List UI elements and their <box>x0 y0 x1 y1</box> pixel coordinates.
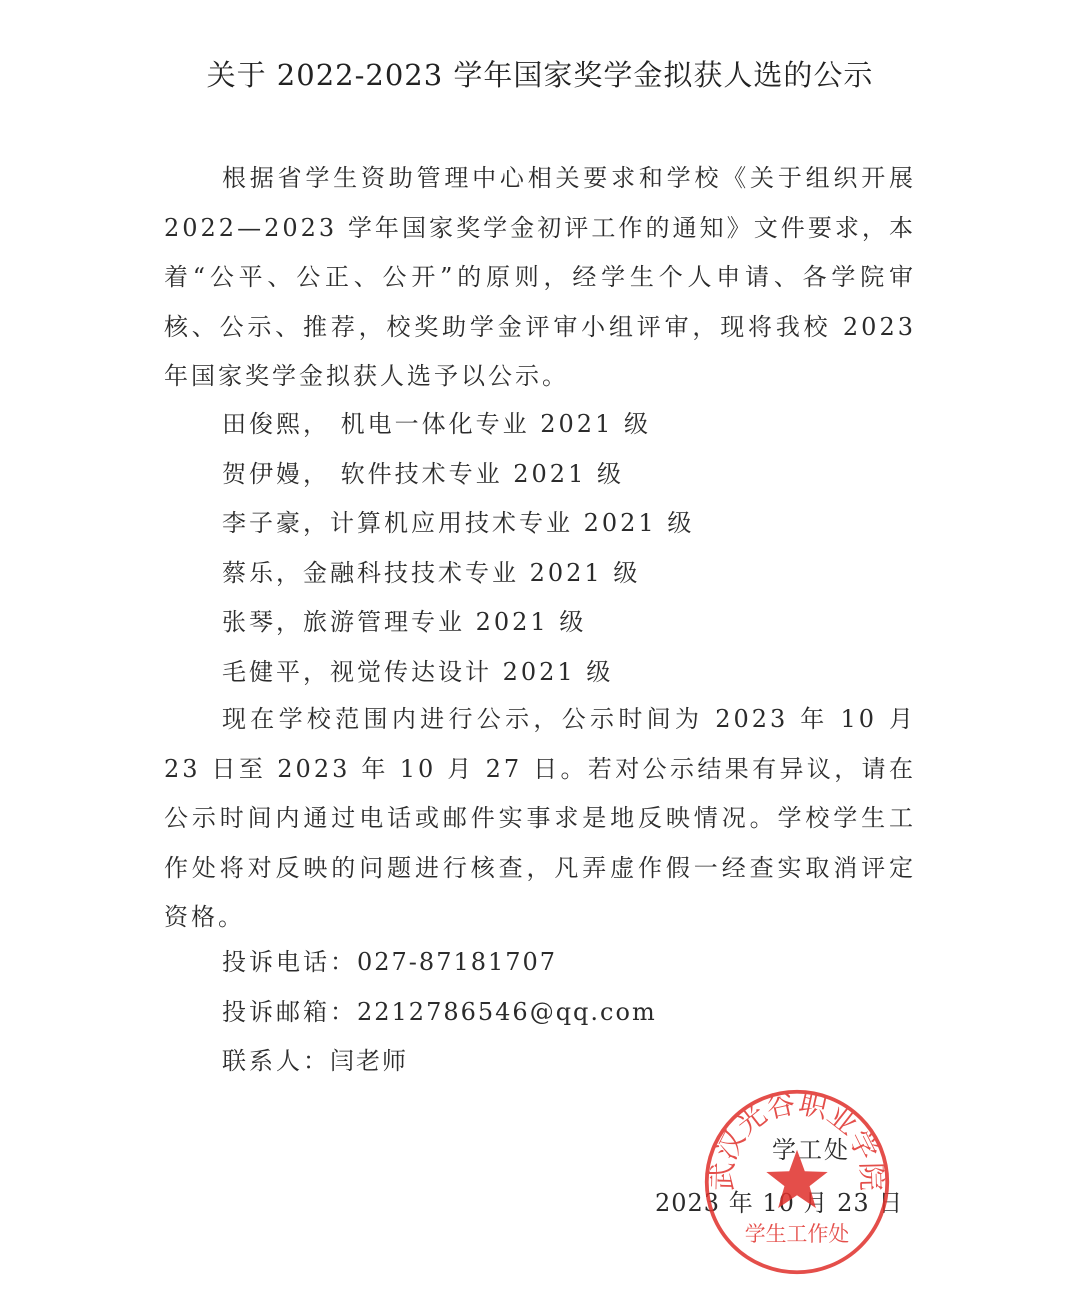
contact-person: 闫老师 <box>330 1047 408 1075</box>
nominee-list <box>222 400 694 697</box>
intro-paragraph: 根据省学生资助管理中心相关要求和学校《关于组织开展 2022—2023 学年国家奖学金初评工作的通知》文件要求，本着“公平、公正、公开”的原则，经学生个人申请、各学院审核、公示、推荐，校奖助学金评审小组评审，现将我校 2023 年国家奖学金拟获人选予以公示。 <box>164 164 916 390</box>
contact-email-row <box>222 988 657 1038</box>
seal-school-name: 武汉光谷职业学院 <box>706 1087 888 1192</box>
contact-phone-row <box>222 938 657 988</box>
period-paragraph: 现在学校范围内进行公示，公示时间为 2023 年 10 月 23 日至 2023 年 10 月 27 日。若对公示结果有异议，请在公示时间内通过电话或邮件实事求是地反映情况。学校学生工作处将对反映的问题进行核查，凡弄虚作假一经查实取消评定资格。 <box>164 705 916 931</box>
phone-number: 027-87181707 <box>357 948 558 976</box>
signature-department: 学工处 <box>772 1136 850 1164</box>
list-item: 毛健平，视觉传达设计 2021 级 <box>222 657 614 686</box>
contact-person-row <box>222 1037 657 1087</box>
email-address: 2212786546@qq.com <box>357 997 657 1026</box>
signature-date: 2023 年 10 月 23 日 <box>655 1189 904 1217</box>
seal-office-name: 学生工作处 <box>744 1221 850 1246</box>
email-label: 投诉邮箱： <box>222 997 357 1026</box>
list-item: 贺伊嫚， 软件技术专业 2021 级 <box>222 459 624 488</box>
official-seal-icon <box>702 1087 892 1277</box>
list-item: 张琴，旅游管理专业 2021 级 <box>222 608 587 636</box>
phone-label: 投诉电话： <box>222 948 357 976</box>
seal-star-icon <box>766 1150 827 1208</box>
list-item: 蔡乐，金融科技技术专业 2021 级 <box>222 558 641 587</box>
list-item: 李子豪，计算机应用技术专业 2021 级 <box>222 509 695 537</box>
person-label: 联系人： <box>222 1047 330 1075</box>
list-item: 田俊熙， 机电一体化专业 2021 级 <box>222 410 651 438</box>
page-title: 关于 2022-2023 学年国家奖学金拟获人选的公示 <box>206 58 874 92</box>
contact-block <box>222 938 657 1087</box>
